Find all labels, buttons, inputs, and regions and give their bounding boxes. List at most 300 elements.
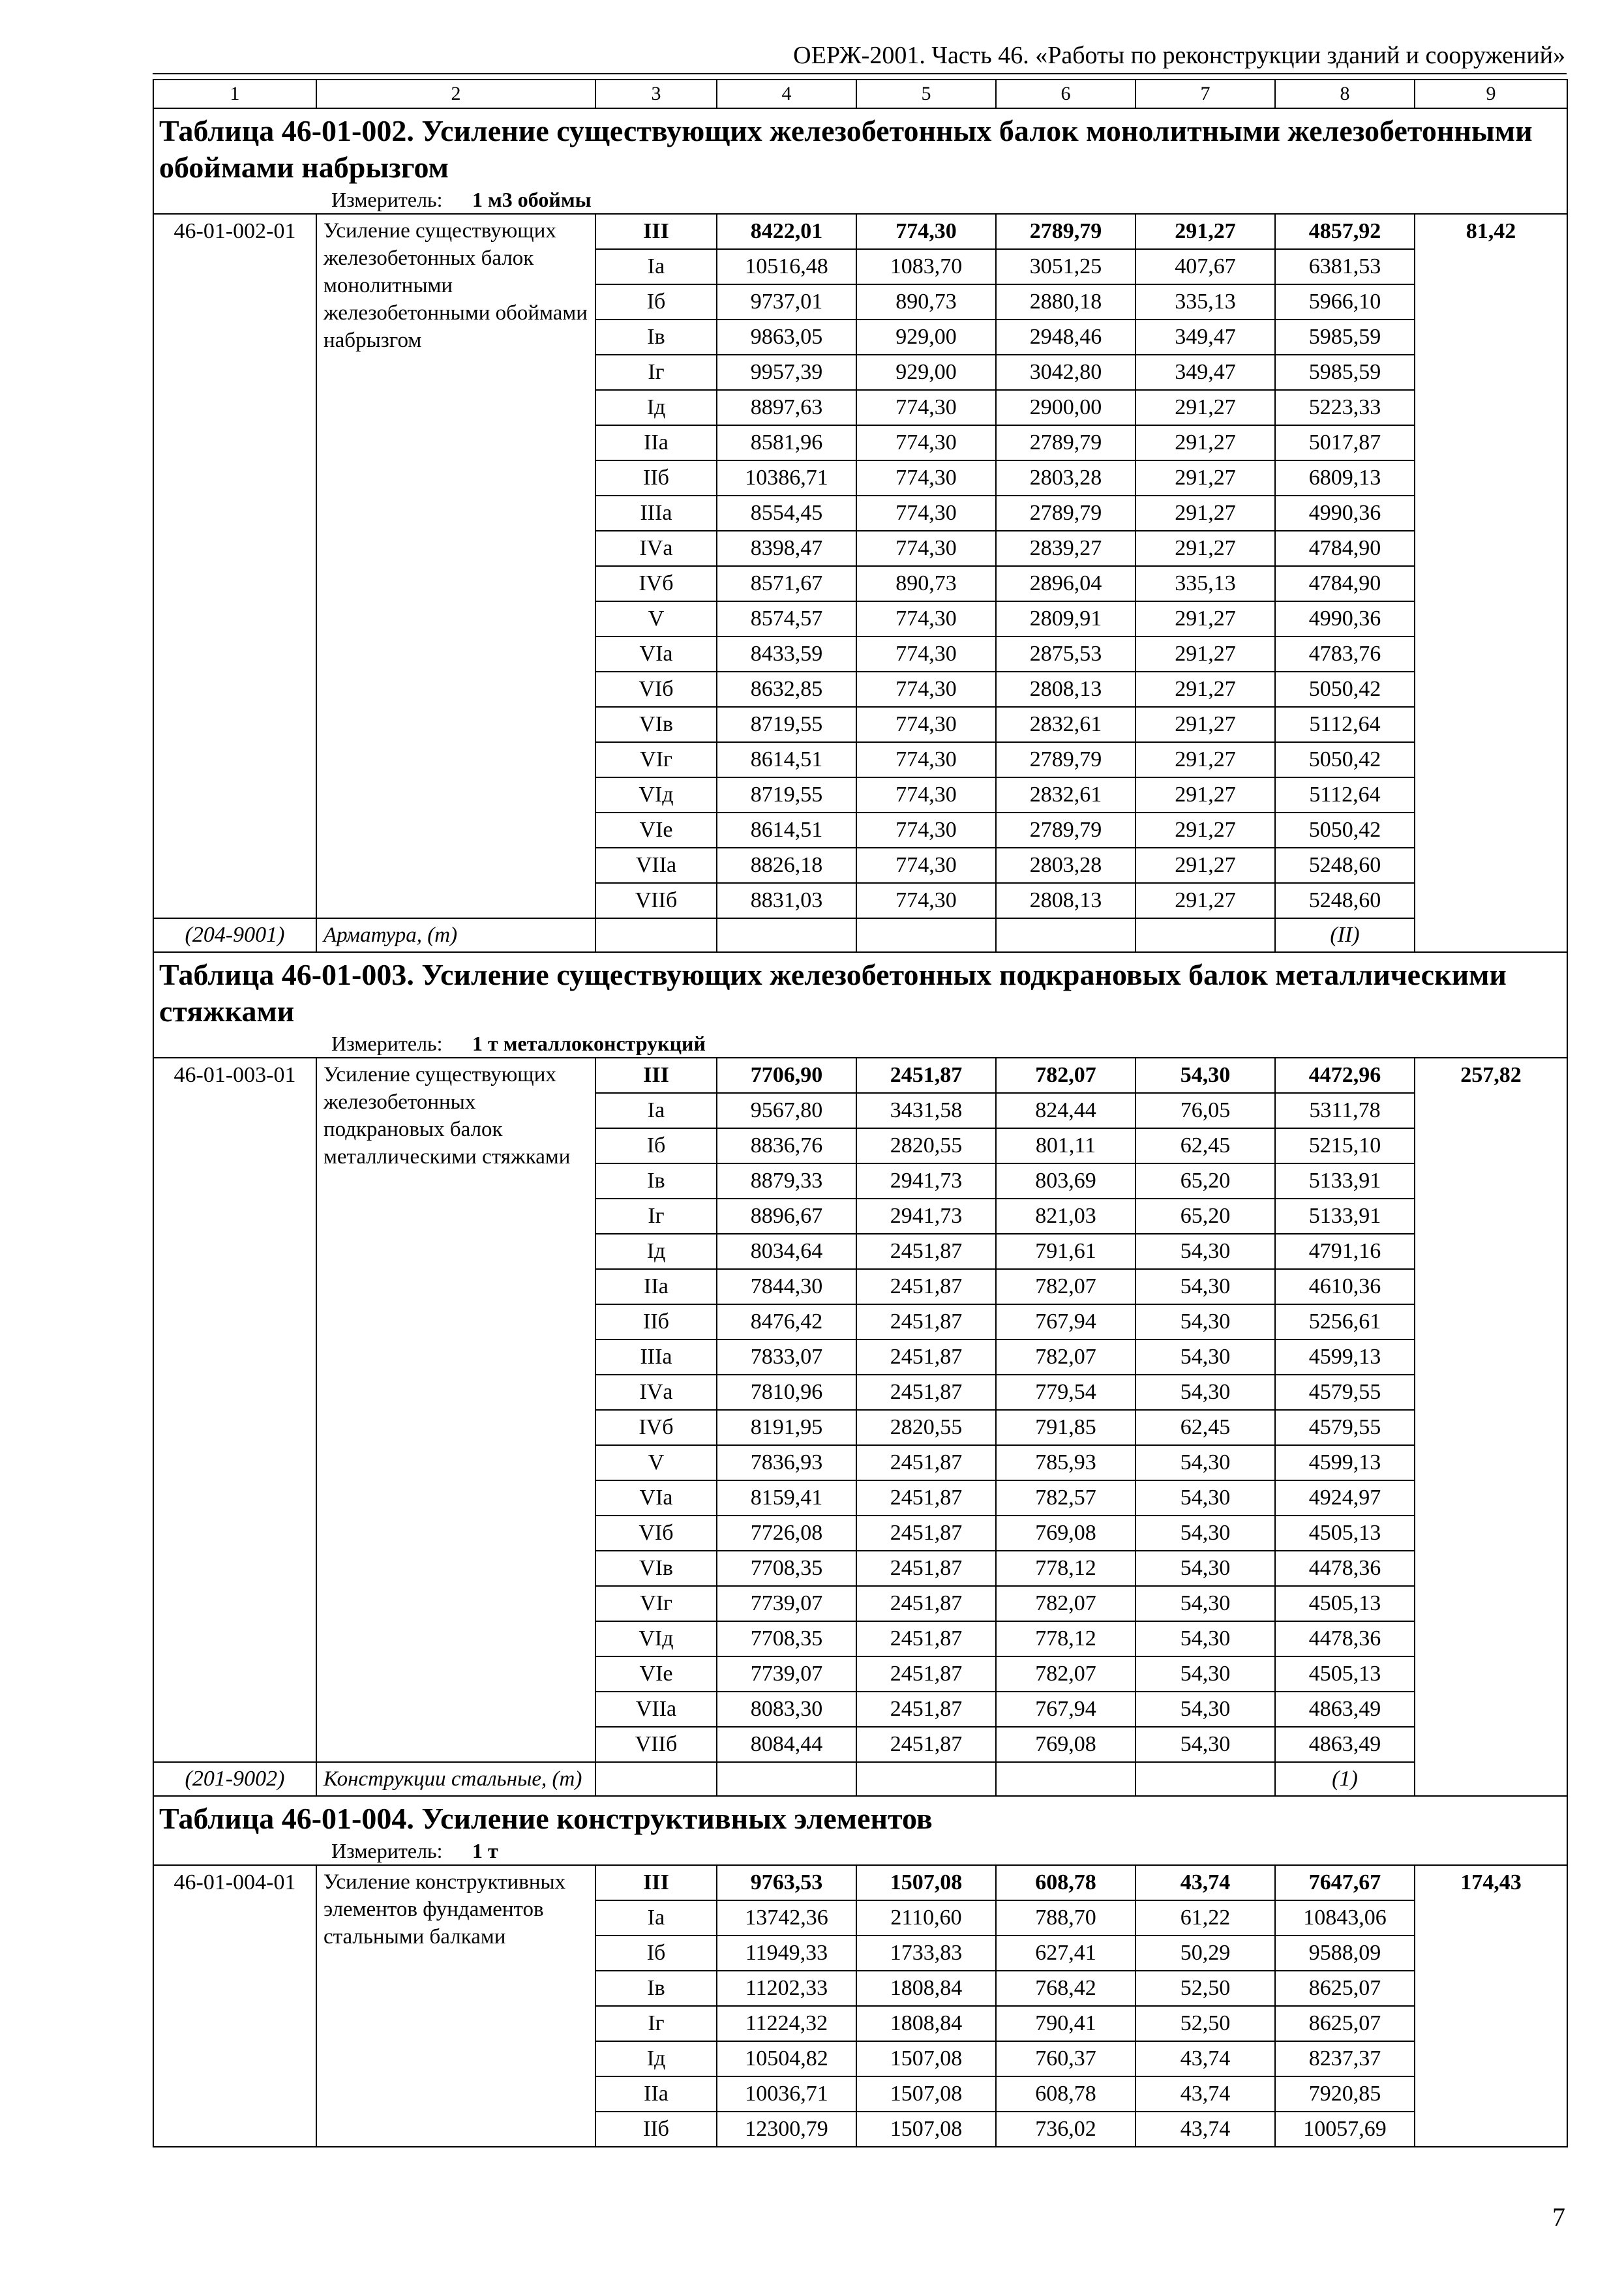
value-cell: 4791,16 <box>1275 1234 1415 1269</box>
zone-cell: Iд <box>595 390 717 425</box>
value-cell: 335,13 <box>1135 566 1275 601</box>
rate-code: 46-01-003-01 <box>153 1058 316 1762</box>
value-cell: 4857,92 <box>1275 214 1415 249</box>
value-cell: 4478,36 <box>1275 1621 1415 1656</box>
value-cell: 8554,45 <box>717 496 856 531</box>
footnote-description: Арматура, (т) <box>316 918 595 952</box>
value-cell: 291,27 <box>1135 214 1275 249</box>
zone-cell: Iб <box>595 1936 717 1971</box>
value-cell: 4863,49 <box>1275 1692 1415 1727</box>
value-cell: 407,67 <box>1135 249 1275 284</box>
value-cell: 7844,30 <box>717 1269 856 1304</box>
table-title-row <box>153 108 1567 186</box>
value-cell: 5223,33 <box>1275 390 1415 425</box>
rate-description: Усиление существующих железобетонных балок монолитными железобетонными обоймами набрызгом <box>316 214 595 918</box>
value-cell: 11224,32 <box>717 2006 856 2041</box>
value-cell: 291,27 <box>1135 672 1275 707</box>
value-cell: 8614,51 <box>717 742 856 777</box>
value-cell: 2789,79 <box>996 496 1135 531</box>
value-cell: 929,00 <box>856 355 996 390</box>
zone-cell: VIд <box>595 1621 717 1656</box>
zone-cell: III <box>595 214 717 249</box>
value-cell: 9588,09 <box>1275 1936 1415 1971</box>
value-cell: 8719,55 <box>717 707 856 742</box>
value-cell: 2941,73 <box>856 1163 996 1199</box>
value-cell: 4784,90 <box>1275 531 1415 566</box>
value-cell: 774,30 <box>856 601 996 636</box>
value-cell: 54,30 <box>1135 1375 1275 1410</box>
value-cell: 54,30 <box>1135 1269 1275 1304</box>
zone-cell: VIг <box>595 742 717 777</box>
value-cell: 8034,64 <box>717 1234 856 1269</box>
table-unit-row <box>153 1837 1567 1865</box>
zone-cell: IIIа <box>595 496 717 531</box>
column-number: 7 <box>1135 80 1275 108</box>
footnote-row <box>153 918 1567 952</box>
value-cell: 803,69 <box>996 1163 1135 1199</box>
empty-cell <box>856 918 996 952</box>
value-cell: 54,30 <box>1135 1304 1275 1339</box>
value-cell: 8826,18 <box>717 848 856 883</box>
value-cell: 10386,71 <box>717 460 856 496</box>
value-cell: 4863,49 <box>1275 1727 1415 1762</box>
value-cell: 8581,96 <box>717 425 856 460</box>
value-cell: 769,08 <box>996 1516 1135 1551</box>
table-title-row <box>153 1796 1567 1837</box>
value-cell: 62,45 <box>1135 1410 1275 1445</box>
value-cell: 4599,13 <box>1275 1339 1415 1375</box>
empty-cell <box>717 1762 856 1796</box>
table-title: Таблица 46-01-003. Усиление существующих железобетонных подкрановых балок металлическими стяжками <box>153 952 1567 1030</box>
zone-cell: IIIа <box>595 1339 717 1375</box>
value-cell: 10504,82 <box>717 2041 856 2076</box>
value-cell: 778,12 <box>996 1551 1135 1586</box>
zone-cell: Iд <box>595 2041 717 2076</box>
value-cell: 9863,05 <box>717 320 856 355</box>
value-cell: 5966,10 <box>1275 284 1415 320</box>
value-cell: 9763,53 <box>717 1865 856 1900</box>
value-cell: 2941,73 <box>856 1199 996 1234</box>
value-cell: 8159,41 <box>717 1480 856 1516</box>
value-cell: 774,30 <box>856 742 996 777</box>
table-title-row <box>153 952 1567 1030</box>
value-cell: 5050,42 <box>1275 813 1415 848</box>
value-cell: 7647,67 <box>1275 1865 1415 1900</box>
zone-cell: Iа <box>595 1900 717 1936</box>
unit-cell <box>153 1837 1567 1865</box>
value-cell: 4579,55 <box>1275 1410 1415 1445</box>
value-cell: 2839,27 <box>996 531 1135 566</box>
value-cell: 7833,07 <box>717 1339 856 1375</box>
value-cell: 291,27 <box>1135 813 1275 848</box>
value-cell: 54,30 <box>1135 1586 1275 1621</box>
value-cell: 2880,18 <box>996 284 1135 320</box>
zone-cell: IIа <box>595 2076 717 2112</box>
value-cell: 10036,71 <box>717 2076 856 2112</box>
footnote-description: Конструкции стальные, (т) <box>316 1762 595 1796</box>
empty-cell <box>996 918 1135 952</box>
value-cell: 2809,91 <box>996 601 1135 636</box>
value-cell: 65,20 <box>1135 1199 1275 1234</box>
value-cell: 13742,36 <box>717 1900 856 1936</box>
value-cell: 8632,85 <box>717 672 856 707</box>
value-cell: 4505,13 <box>1275 1656 1415 1692</box>
zone-cell: Iд <box>595 1234 717 1269</box>
value-cell: 76,05 <box>1135 1093 1275 1128</box>
value-cell: 2803,28 <box>996 460 1135 496</box>
zone-cell: V <box>595 1445 717 1480</box>
value-cell: 4478,36 <box>1275 1551 1415 1586</box>
zone-cell: Iб <box>595 1128 717 1163</box>
value-cell: 774,30 <box>856 777 996 813</box>
value-cell: 291,27 <box>1135 425 1275 460</box>
zone-cell: Iа <box>595 1093 717 1128</box>
value-cell: 4472,96 <box>1275 1058 1415 1093</box>
value-cell: 8084,44 <box>717 1727 856 1762</box>
value-cell: 8614,51 <box>717 813 856 848</box>
zone-cell: Iг <box>595 1199 717 1234</box>
value-cell: 608,78 <box>996 1865 1135 1900</box>
value-cell: 929,00 <box>856 320 996 355</box>
value-cell: 1507,08 <box>856 2041 996 2076</box>
value-cell: 8571,67 <box>717 566 856 601</box>
value-cell: 2900,00 <box>996 390 1135 425</box>
zone-cell: III <box>595 1865 717 1900</box>
column-number-row <box>153 80 1567 108</box>
rates-table <box>153 79 1568 2147</box>
value-cell: 335,13 <box>1135 284 1275 320</box>
value-cell: 291,27 <box>1135 636 1275 672</box>
value-cell: 2451,87 <box>856 1692 996 1727</box>
value-cell: 782,57 <box>996 1480 1135 1516</box>
value-cell: 627,41 <box>996 1936 1135 1971</box>
value-cell: 5133,91 <box>1275 1199 1415 1234</box>
value-cell: 43,74 <box>1135 1865 1275 1900</box>
value-cell: 791,61 <box>996 1234 1135 1269</box>
rate-description: Усиление существующих железобетонных подкрановых балок металлическими стяжками <box>316 1058 595 1762</box>
value-cell: 774,30 <box>856 460 996 496</box>
zone-cell: VIв <box>595 1551 717 1586</box>
unit-value: 1 т <box>472 1839 498 1863</box>
zone-cell: VIг <box>595 1586 717 1621</box>
value-cell: 8625,07 <box>1275 1971 1415 2006</box>
value-cell: 291,27 <box>1135 390 1275 425</box>
value-cell: 736,02 <box>996 2112 1135 2147</box>
value-cell: 5248,60 <box>1275 883 1415 918</box>
value-cell: 12300,79 <box>717 2112 856 2147</box>
value-cell: 2451,87 <box>856 1516 996 1551</box>
zone-cell: VIIа <box>595 848 717 883</box>
value-cell: 10843,06 <box>1275 1900 1415 1936</box>
value-cell: 790,41 <box>996 2006 1135 2041</box>
value-cell: 61,22 <box>1135 1900 1275 1936</box>
value-cell: 774,30 <box>856 214 996 249</box>
value-cell: 2789,79 <box>996 742 1135 777</box>
unit-label: Измеритель: <box>331 188 443 211</box>
value-cell: 9567,80 <box>717 1093 856 1128</box>
value-cell: 767,94 <box>996 1692 1135 1727</box>
value-cell: 8625,07 <box>1275 2006 1415 2041</box>
zone-cell: VIа <box>595 636 717 672</box>
value-cell: 4599,13 <box>1275 1445 1415 1480</box>
value-cell: 1808,84 <box>856 1971 996 2006</box>
value-cell: 52,50 <box>1135 1971 1275 2006</box>
value-cell: 768,42 <box>996 1971 1135 2006</box>
table-row <box>153 1058 1567 1093</box>
value-cell: 4610,36 <box>1275 1269 1415 1304</box>
labor-value: 174,43 <box>1415 1865 1567 2147</box>
value-cell: 2451,87 <box>856 1727 996 1762</box>
footnote-row <box>153 1762 1567 1796</box>
zone-cell: IVа <box>595 1375 717 1410</box>
value-cell: 782,07 <box>996 1269 1135 1304</box>
value-cell: 8836,76 <box>717 1128 856 1163</box>
value-cell: 291,27 <box>1135 460 1275 496</box>
table-row <box>153 214 1567 249</box>
value-cell: 54,30 <box>1135 1551 1275 1586</box>
value-cell: 760,37 <box>996 2041 1135 2076</box>
value-cell: 3431,58 <box>856 1093 996 1128</box>
value-cell: 1507,08 <box>856 2112 996 2147</box>
value-cell: 43,74 <box>1135 2041 1275 2076</box>
footnote-value: (II) <box>1275 918 1415 952</box>
value-cell: 785,93 <box>996 1445 1135 1480</box>
value-cell: 9957,39 <box>717 355 856 390</box>
zone-cell: Iг <box>595 355 717 390</box>
value-cell: 54,30 <box>1135 1656 1275 1692</box>
value-cell: 291,27 <box>1135 777 1275 813</box>
value-cell: 890,73 <box>856 566 996 601</box>
value-cell: 788,70 <box>996 1900 1135 1936</box>
value-cell: 291,27 <box>1135 707 1275 742</box>
value-cell: 8476,42 <box>717 1304 856 1339</box>
value-cell: 4505,13 <box>1275 1586 1415 1621</box>
value-cell: 54,30 <box>1135 1058 1275 1093</box>
value-cell: 769,08 <box>996 1727 1135 1762</box>
labor-value: 257,82 <box>1415 1058 1567 1796</box>
value-cell: 54,30 <box>1135 1445 1275 1480</box>
value-cell: 2451,87 <box>856 1234 996 1269</box>
value-cell: 291,27 <box>1135 601 1275 636</box>
value-cell: 54,30 <box>1135 1516 1275 1551</box>
value-cell: 2451,87 <box>856 1375 996 1410</box>
footnote-value: (1) <box>1275 1762 1415 1796</box>
zone-cell: VIе <box>595 1656 717 1692</box>
value-cell: 2820,55 <box>856 1128 996 1163</box>
value-cell: 7708,35 <box>717 1621 856 1656</box>
zone-cell: Iа <box>595 249 717 284</box>
value-cell: 791,85 <box>996 1410 1135 1445</box>
value-cell: 8191,95 <box>717 1410 856 1445</box>
value-cell: 3042,80 <box>996 355 1135 390</box>
value-cell: 7920,85 <box>1275 2076 1415 2112</box>
value-cell: 2451,87 <box>856 1551 996 1586</box>
value-cell: 7739,07 <box>717 1656 856 1692</box>
value-cell: 2896,04 <box>996 566 1135 601</box>
value-cell: 7726,08 <box>717 1516 856 1551</box>
value-cell: 7708,35 <box>717 1551 856 1586</box>
header-rule <box>153 73 1567 74</box>
value-cell: 774,30 <box>856 848 996 883</box>
value-cell: 5112,64 <box>1275 707 1415 742</box>
value-cell: 608,78 <box>996 2076 1135 2112</box>
zone-cell: Iв <box>595 1163 717 1199</box>
value-cell: 2451,87 <box>856 1621 996 1656</box>
value-cell: 4579,55 <box>1275 1375 1415 1410</box>
table-row <box>153 1865 1567 1900</box>
table-unit-row <box>153 186 1567 214</box>
value-cell: 54,30 <box>1135 1621 1275 1656</box>
value-cell: 1083,70 <box>856 249 996 284</box>
value-cell: 4924,97 <box>1275 1480 1415 1516</box>
value-cell: 5050,42 <box>1275 742 1415 777</box>
value-cell: 774,30 <box>856 813 996 848</box>
value-cell: 349,47 <box>1135 320 1275 355</box>
zone-cell: IIа <box>595 1269 717 1304</box>
value-cell: 5050,42 <box>1275 672 1415 707</box>
empty-cell <box>595 918 717 952</box>
value-cell: 8897,63 <box>717 390 856 425</box>
value-cell: 54,30 <box>1135 1339 1275 1375</box>
unit-label: Измеритель: <box>331 1839 443 1863</box>
zone-cell: IVа <box>595 531 717 566</box>
rate-code: 46-01-002-01 <box>153 214 316 918</box>
page-header: ОЕРЖ-2001. Часть 46. «Работы по реконструкции зданий и сооружений» <box>793 42 1565 69</box>
zone-cell: V <box>595 601 717 636</box>
zone-cell: VIа <box>595 1480 717 1516</box>
value-cell: 6809,13 <box>1275 460 1415 496</box>
column-number: 2 <box>316 80 595 108</box>
zone-cell: IIб <box>595 1304 717 1339</box>
value-cell: 2451,87 <box>856 1480 996 1516</box>
value-cell: 4505,13 <box>1275 1516 1415 1551</box>
value-cell: 8574,57 <box>717 601 856 636</box>
column-number: 9 <box>1415 80 1567 108</box>
value-cell: 8398,47 <box>717 531 856 566</box>
zone-cell: VIб <box>595 1516 717 1551</box>
value-cell: 10516,48 <box>717 249 856 284</box>
value-cell: 2451,87 <box>856 1269 996 1304</box>
value-cell: 774,30 <box>856 496 996 531</box>
column-number: 4 <box>717 80 856 108</box>
unit-label: Измеритель: <box>331 1032 443 1055</box>
empty-cell <box>595 1762 717 1796</box>
zone-cell: III <box>595 1058 717 1093</box>
value-cell: 54,30 <box>1135 1234 1275 1269</box>
value-cell: 8879,33 <box>717 1163 856 1199</box>
table-title: Таблица 46-01-002. Усиление существующих железобетонных балок монолитными железобетонными обоймами набрызгом <box>153 108 1567 186</box>
column-number: 6 <box>996 80 1135 108</box>
value-cell: 774,30 <box>856 707 996 742</box>
table-title: Таблица 46-01-004. Усиление конструктивных элементов <box>153 1796 1567 1837</box>
value-cell: 890,73 <box>856 284 996 320</box>
value-cell: 54,30 <box>1135 1480 1275 1516</box>
value-cell: 2832,61 <box>996 707 1135 742</box>
value-cell: 821,03 <box>996 1199 1135 1234</box>
value-cell: 8422,01 <box>717 214 856 249</box>
value-cell: 2808,13 <box>996 883 1135 918</box>
value-cell: 782,07 <box>996 1339 1135 1375</box>
value-cell: 774,30 <box>856 425 996 460</box>
zone-cell: IVб <box>595 566 717 601</box>
page-number: 7 <box>1552 2202 1565 2232</box>
value-cell: 43,74 <box>1135 2076 1275 2112</box>
value-cell: 4784,90 <box>1275 566 1415 601</box>
value-cell: 778,12 <box>996 1621 1135 1656</box>
value-cell: 779,54 <box>996 1375 1135 1410</box>
zone-cell: Iб <box>595 284 717 320</box>
value-cell: 349,47 <box>1135 355 1275 390</box>
zone-cell: VIб <box>595 672 717 707</box>
value-cell: 2451,87 <box>856 1445 996 1480</box>
value-cell: 2789,79 <box>996 214 1135 249</box>
value-cell: 291,27 <box>1135 531 1275 566</box>
value-cell: 7739,07 <box>717 1586 856 1621</box>
value-cell: 8433,59 <box>717 636 856 672</box>
value-cell: 7836,93 <box>717 1445 856 1480</box>
column-number: 1 <box>153 80 316 108</box>
value-cell: 6381,53 <box>1275 249 1415 284</box>
value-cell: 801,11 <box>996 1128 1135 1163</box>
zone-cell: IIа <box>595 425 717 460</box>
zone-cell: IVб <box>595 1410 717 1445</box>
value-cell: 8896,67 <box>717 1199 856 1234</box>
value-cell: 824,44 <box>996 1093 1135 1128</box>
value-cell: 1507,08 <box>856 1865 996 1900</box>
zone-cell: VIIб <box>595 883 717 918</box>
value-cell: 2820,55 <box>856 1410 996 1445</box>
zone-cell: VIIб <box>595 1727 717 1762</box>
column-number: 3 <box>595 80 717 108</box>
labor-value: 81,42 <box>1415 214 1567 952</box>
value-cell: 2451,87 <box>856 1339 996 1375</box>
zone-cell: VIIа <box>595 1692 717 1727</box>
zone-cell: Iв <box>595 320 717 355</box>
value-cell: 5133,91 <box>1275 1163 1415 1199</box>
empty-cell <box>1135 1762 1275 1796</box>
rate-code: 46-01-004-01 <box>153 1865 316 2147</box>
rate-description: Усиление конструктивных элементов фундаментов стальными балками <box>316 1865 595 2147</box>
value-cell: 2789,79 <box>996 425 1135 460</box>
value-cell: 291,27 <box>1135 496 1275 531</box>
empty-cell <box>856 1762 996 1796</box>
value-cell: 1808,84 <box>856 2006 996 2041</box>
value-cell: 2110,60 <box>856 1900 996 1936</box>
table-unit-row <box>153 1030 1567 1058</box>
value-cell: 5311,78 <box>1275 1093 1415 1128</box>
value-cell: 5248,60 <box>1275 848 1415 883</box>
zone-cell: Iв <box>595 1971 717 2006</box>
value-cell: 5256,61 <box>1275 1304 1415 1339</box>
value-cell: 2875,53 <box>996 636 1135 672</box>
value-cell: 4990,36 <box>1275 496 1415 531</box>
value-cell: 11202,33 <box>717 1971 856 2006</box>
value-cell: 774,30 <box>856 883 996 918</box>
value-cell: 1507,08 <box>856 2076 996 2112</box>
value-cell: 11949,33 <box>717 1936 856 1971</box>
value-cell: 782,07 <box>996 1586 1135 1621</box>
empty-cell <box>717 918 856 952</box>
unit-cell <box>153 186 1567 214</box>
value-cell: 2451,87 <box>856 1586 996 1621</box>
value-cell: 767,94 <box>996 1304 1135 1339</box>
value-cell: 1733,83 <box>856 1936 996 1971</box>
empty-cell <box>996 1762 1135 1796</box>
value-cell: 8831,03 <box>717 883 856 918</box>
value-cell: 2789,79 <box>996 813 1135 848</box>
unit-value: 1 м3 обоймы <box>472 188 592 211</box>
value-cell: 5985,59 <box>1275 355 1415 390</box>
